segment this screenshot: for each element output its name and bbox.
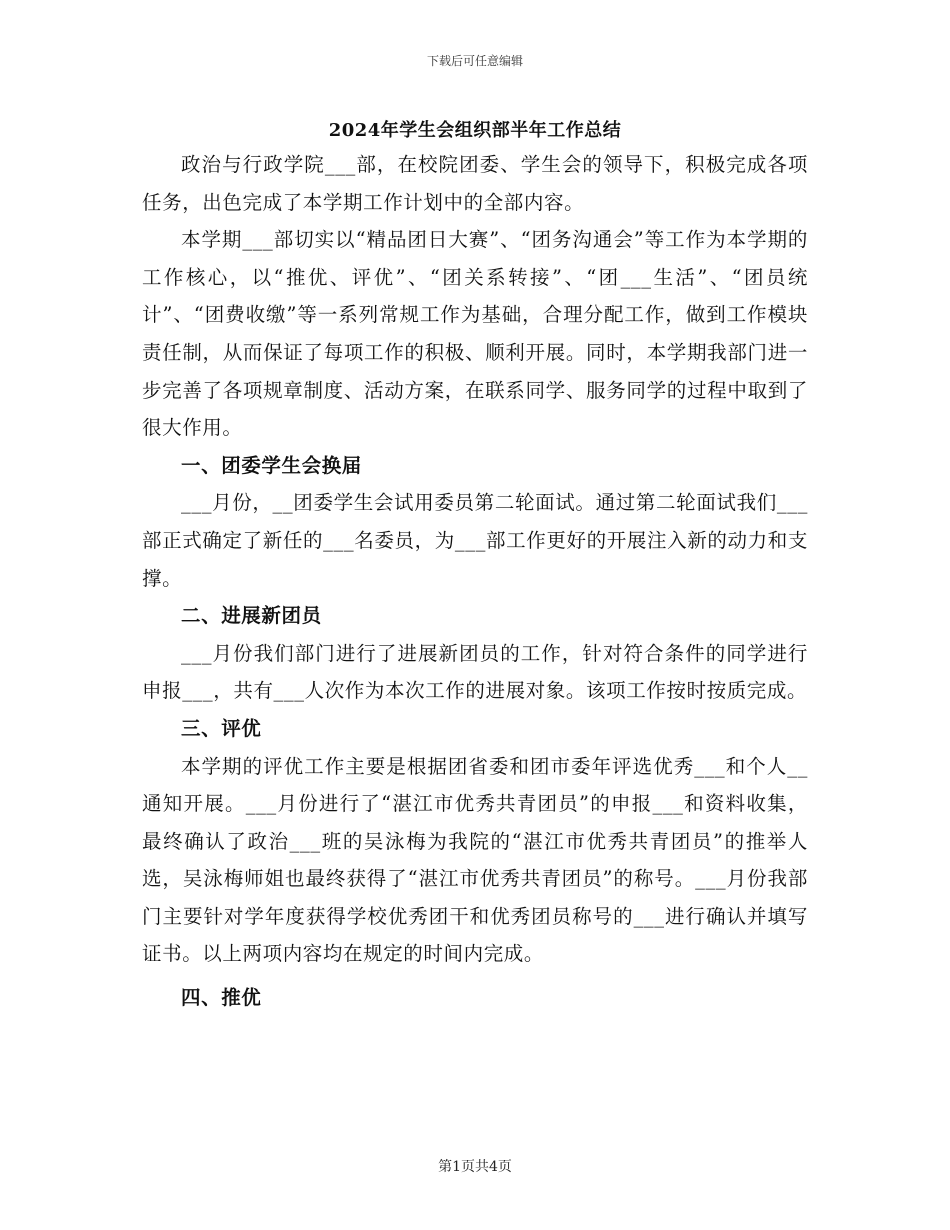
intro-paragraph: 政治与行政学院___部，在校院团委、学生会的领导下，积极完成各项任务，出色完成了本学期工作计划中的全部内容。 — [142, 153, 808, 214]
page-number: 第1页共4页 — [438, 1159, 512, 1175]
section-text-evaluation: 本学期的评优工作主要是根据团省委和团市委年评选优秀___和个人__通知开展。___月份进行了“湛江市优秀共青团员”的申报___和资料收集，最终确认了政治___班的吴泳梅为我院的“湛江市优秀共青团员”的推举人选，吴泳梅师姐也最终获得了“湛江市优秀共青团员”的称号。___月份我部门主要针对学年度获得学校优秀团干和优秀团员称号的___进行确认并填写证书。以上两项内容均在规定的时间内完成。 — [142, 754, 808, 966]
section-text-new-members: ___月份我们部门进行了进展新团员的工作，针对符合条件的同学进行申报___，共有___人次作为本次工作的进展对象。该项工作按时按质完成。 — [142, 641, 808, 703]
section-heading-evaluation: 三、评优 — [181, 716, 262, 740]
section-heading-new-members: 二、进展新团员 — [181, 604, 322, 628]
section-heading-term-change: 一、团委学生会换届 — [181, 453, 362, 477]
document-body — [142, 146, 808, 1017]
download-note: 下载后可任意编辑 — [426, 54, 523, 68]
summary-paragraph: 本学期___部切实以“精品团日大赛”、“团务沟通会”等工作为本学期的工作核心，以“推优、评优”、“团关系转接”、“团___生活”、“团员统计”、“团费收缴”等一系列常规工作为基础，合理分配工作，做到工作模块责任制，从而保证了每项工作的积极、顺利开展。同时，本学期我部门进一步完善了各项规章制度、活动方案，在联系同学、服务同学的过程中取到了很大作用。 — [142, 228, 808, 440]
section-text-term-change: ___月份，__团委学生会试用委员第二轮面试。通过第二轮面试我们___部正式确定了新任的___名委员，为___部工作更好的开展注入新的动力和支撑。 — [142, 491, 808, 590]
section-heading-recommendation: 四、推优 — [181, 986, 262, 1010]
document-title: 2024年学生会组织部半年工作总结 — [328, 120, 622, 141]
